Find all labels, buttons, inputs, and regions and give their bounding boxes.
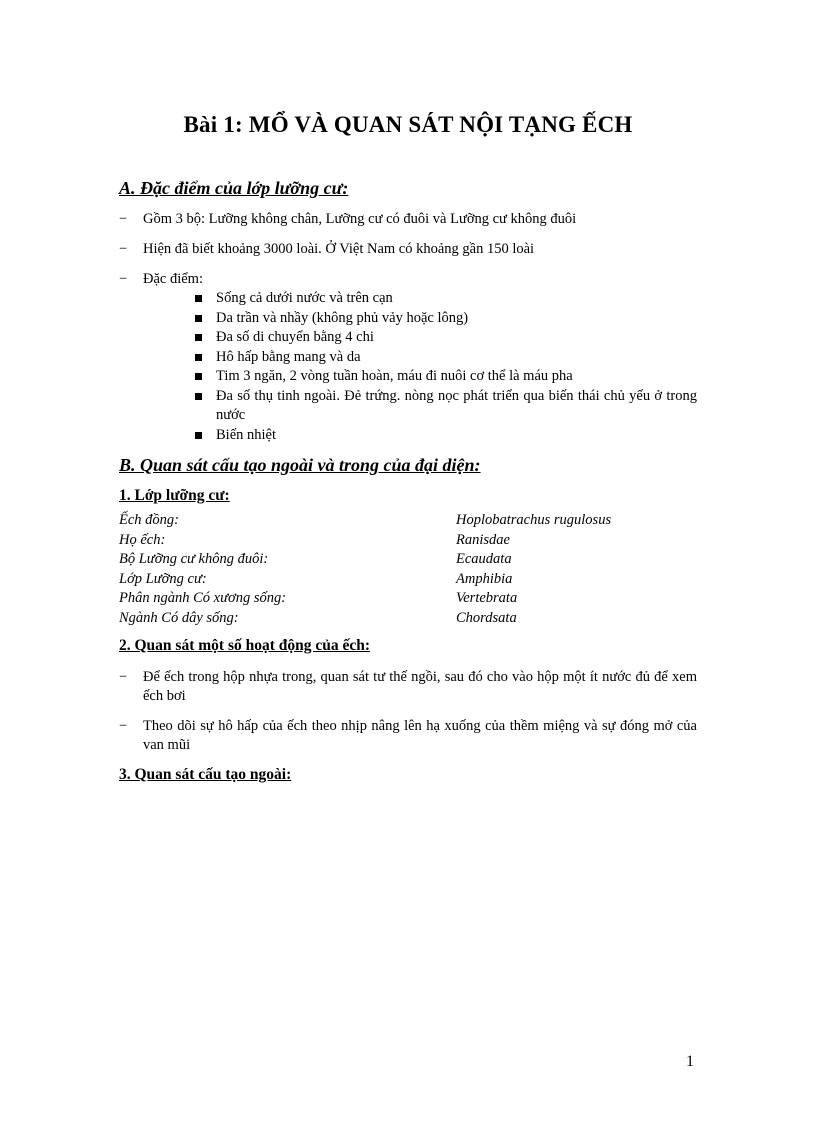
- list-item: − Theo dõi sự hô hấp của ếch theo nhịp nâng lên hạ xuống của thềm miệng và sự đóng mở của van mũi: [119, 717, 697, 755]
- list-item: Tim 3 ngăn, 2 vòng tuần hoàn, máu đi nuôi cơ thể là máu pha: [192, 367, 697, 387]
- taxonomy-label: Lớp Lưỡng cư:: [119, 570, 207, 587]
- subsection-1-heading: 1. Lớp lưỡng cư:: [119, 487, 230, 504]
- section-a-list: [119, 210, 699, 229]
- taxonomy-value: Chordsata: [456, 609, 517, 626]
- section-a-list: [119, 240, 699, 259]
- table-row: [119, 511, 719, 531]
- page-title: Bài 1: MỔ VÀ QUAN SÁT NỘI TẠNG ẾCH: [183, 112, 633, 137]
- list-item: − Hiện đã biết khoảng 3000 loài. Ở Việt Nam có khoảng gần 150 loài: [119, 240, 699, 259]
- list-item: − Để ếch trong hộp nhựa trong, quan sát tư thế ngồi, sau đó cho vào hộp một ít nước đủ để xem ếch bơi: [119, 668, 697, 706]
- page-number: 1: [686, 1053, 694, 1070]
- list-item: − Gồm 3 bộ: Lưỡng không chân, Lưỡng cư có đuôi và Lưỡng cư không đuôi: [119, 210, 699, 229]
- taxonomy-label: Họ ếch:: [119, 531, 166, 548]
- taxonomy-table: [119, 511, 719, 629]
- section-a-list: [119, 270, 699, 289]
- table-row: [119, 570, 719, 590]
- table-row: [119, 550, 719, 570]
- list-item: Da trần và nhầy (không phủ vảy hoặc lông): [192, 309, 697, 329]
- taxonomy-value: Hoplobatrachus rugulosus: [456, 512, 612, 528]
- list-item: Hô hấp bằng mang và da: [192, 348, 697, 368]
- taxonomy-label: Ngành Có dây sống:: [119, 609, 239, 626]
- activities-list: [119, 717, 697, 755]
- table-row: [119, 531, 719, 551]
- taxonomy-value: Vertebrata: [456, 590, 518, 607]
- section-b-heading: B. Quan sát cấu tạo ngoài và trong của đại diện:: [119, 455, 481, 475]
- table-row: [119, 609, 719, 629]
- taxonomy-value: Ranisdae: [456, 531, 510, 548]
- list-item: Đa số di chuyển bằng 4 chi: [192, 328, 697, 348]
- activities-list: [119, 668, 697, 706]
- list-item: − Đặc điểm:: [119, 270, 699, 289]
- taxonomy-label: Phân ngành Có xương sống:: [119, 590, 287, 607]
- characteristics-list: [192, 289, 697, 445]
- subsection-2-heading: 2. Quan sát một số hoạt động của ếch:: [119, 637, 371, 654]
- taxonomy-label: Bộ Lưỡng cư không đuôi:: [119, 551, 269, 568]
- list-item: Biến nhiệt: [192, 426, 697, 446]
- taxonomy-value: Ecaudata: [456, 551, 512, 568]
- list-item: Sống cả dưới nước và trên cạn: [192, 289, 697, 309]
- section-a-heading: A. Đặc điểm của lớp lưỡng cư:: [119, 178, 349, 198]
- taxonomy-value: Amphibia: [456, 570, 513, 587]
- taxonomy-label: Ếch đồng:: [119, 512, 179, 528]
- table-row: [119, 589, 719, 609]
- subsection-3-heading: 3. Quan sát cấu tạo ngoài:: [119, 766, 292, 783]
- list-item: Đa số thụ tinh ngoài. Đẻ trứng. nòng nọc phát triển qua biến thái chủ yếu ở trong nước: [192, 387, 697, 426]
